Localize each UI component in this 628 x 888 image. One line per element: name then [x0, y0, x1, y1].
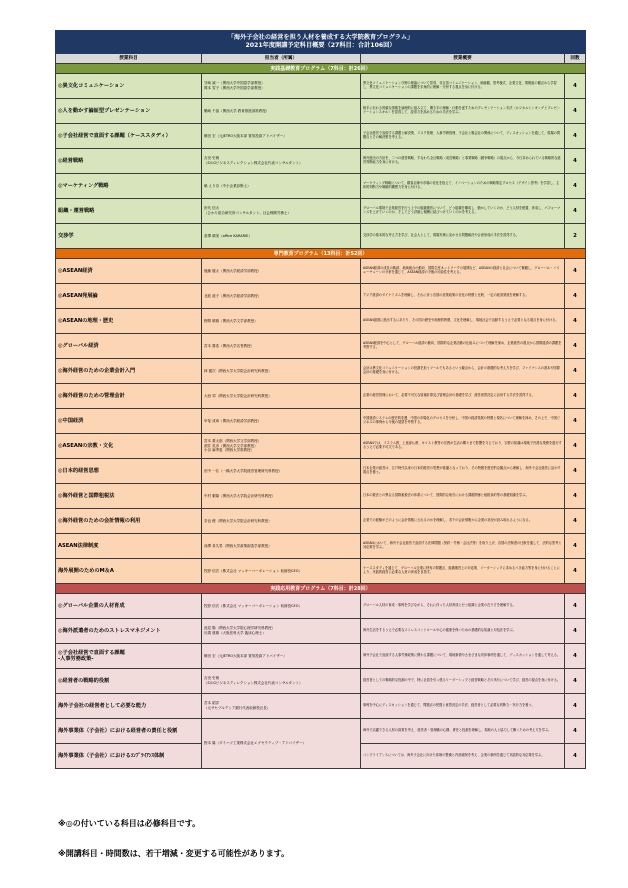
instructor-cell: [202, 99, 361, 124]
section-title: 専門教育プログラム（13科目：計52回）: [56, 249, 586, 259]
instructor: （元サセブルデンア銀行代表取締役社長）: [204, 706, 271, 710]
instructor: 西澤 希久男（関西大学政策創造学部教授）: [204, 543, 272, 548]
instructor: （ひかり総合研究所コンサルタント、社会保険労務士）: [204, 211, 291, 215]
course-row: [56, 284, 586, 309]
course-name: 海外子会社の経営者として必要な能力: [58, 702, 147, 709]
course-summary: マーケティング戦略について、顧客目線や市場の変化を捉えて、イノベーションのための戦略策定プロセス（デザイン思考）を学習し、主体的判断力や戦略的構想力を身に付ける。: [361, 174, 565, 199]
course-name-cell: [56, 694, 202, 719]
instructor-cell: [202, 149, 361, 174]
course-summary: ASEANにおいて、海外子会社経営で直面する法律問題（契約・労務・会社法等）を取り上げ、各国の法制度の比較を通して、法的な思考と対応策を学ぶ。: [361, 534, 565, 559]
instructor-cell: [202, 619, 361, 644]
course-summary: 交渉学の基本的な考え方を学び、社会人として、現場実務に活かせる問題解決や合意形成の手法を習得する。: [361, 224, 565, 249]
section-header-row: [56, 584, 586, 594]
session-count: 4: [565, 199, 586, 224]
instructor-cell: [202, 359, 361, 384]
session-count: 4: [565, 594, 586, 619]
title-cell: [56, 31, 586, 54]
session-count: 4: [565, 694, 586, 719]
session-count: 4: [565, 259, 586, 284]
course-row: [56, 149, 586, 174]
course-summary: グローバル環境で企業経営を行う上での組織運営について、どう組織を構成し、動かしていくのか、どう人材を配置、育成し、パフォーマンスを上げていくのか、そしてどう評価し報酬に結びつけていくのかを考える。: [361, 199, 565, 224]
course-table: [55, 30, 586, 769]
instructor-cell: [202, 174, 361, 199]
course-summary: 企業での経験がどのように会計情報にされるのかを理解し、若干の会計情報から企業の状況が読み取れるようになる。: [361, 509, 565, 534]
instructor: 野間 晴雄（関西大学文学部教授）: [204, 318, 258, 323]
instructor-cell: [202, 534, 361, 559]
instructor-cell: [202, 74, 361, 99]
instructor: 岡本 雪子（関西大学外国語学部教授）: [204, 86, 265, 90]
instructor: 林 健次（関西大学大学院会計研究科教授）: [204, 368, 272, 373]
course-name: 交渉学: [58, 232, 74, 239]
course-name-cell: [56, 619, 202, 644]
course-row: [56, 534, 586, 559]
course-row: [56, 484, 586, 509]
course-name: ◎海外派遣者のためのストレスマネジメント: [58, 627, 161, 634]
session-count: 4: [565, 669, 586, 694]
instructor: 吉田 史朗: [204, 676, 220, 681]
instructor: 宮本 勝浩（関西大学名誉教授）: [204, 343, 255, 348]
course-name-cell: [56, 124, 202, 149]
instructor-cell: [202, 384, 361, 409]
instructor: 野本 隆（ダイハツ工業株式会社エグゼクティブ・アドバイザー）: [204, 741, 307, 746]
section-header-row: [56, 249, 586, 259]
course-summary: 海外生活をするうえで必要なストレスコントロールや心の健康を保つための基礎的な知識と対処法を学ぶ。: [361, 619, 565, 644]
instructor: 宮本 要太郎（関西大学文学部教授）: [204, 439, 262, 444]
footnote-required: ※◎の付いている科目は必修科目です。: [58, 819, 201, 828]
course-name-cell: [56, 594, 202, 619]
course-row: [56, 434, 586, 459]
program-document: [55, 30, 585, 769]
instructor: 甲斐 成章（関西大学経済学部教授）: [204, 418, 262, 423]
column-header-instructor: 担当者（所属）: [202, 54, 361, 64]
course-name: ◎ASEAN経済: [58, 267, 93, 274]
session-count: 4: [565, 484, 586, 509]
course-name-cell: [56, 719, 202, 744]
course-row: [56, 74, 586, 99]
course-name-cell: [56, 669, 202, 694]
title-row: [56, 31, 586, 54]
course-name: ASEAN法律制度: [58, 542, 99, 549]
course-row: [56, 99, 586, 124]
instructor: 大西 靖（関西大学大学院会計研究科教授）: [204, 393, 272, 398]
title-line-1: 「海外子会社の経営を担う人材を養成する大学院教育プログラム」: [227, 34, 414, 41]
instructor-cell: [202, 124, 361, 149]
instructor: 酒井 英彦（関西大学文学部教授）: [204, 443, 258, 448]
course-row: [56, 224, 586, 249]
course-name: -人事労務政策-: [58, 656, 94, 662]
course-name-cell: [56, 74, 202, 99]
course-name: ◎グローバル経済: [58, 342, 99, 349]
course-summary: ASEAN経済の成長の軌跡、地域統合の動向、国際生産ネットワークの展開など、ASEANの経済と社会について概観し、グローバル・バリューチェーンの分析を通じて、ASEAN経済の今後の可能性を考える。: [361, 259, 565, 284]
course-summary: 企業の経営管理において、必要不可欠な原価計算及び管理会計の基礎を学び、経営意思決定に活用する手法を習得する。: [361, 384, 565, 409]
course-name: ◎子会社経営で直面する課題: [58, 649, 125, 656]
course-row: [56, 509, 586, 534]
instructor: 田代 信太: [204, 206, 220, 211]
course-row: [56, 334, 586, 359]
session-count: 4: [565, 334, 586, 359]
course-name: 海外事業体（子会社）における経営者の責任と役割: [58, 727, 178, 734]
instructor: 池見 陽（関西大学大学院心理学研究科教授）: [204, 626, 276, 631]
course-row: [56, 409, 586, 434]
course-row: [56, 174, 586, 199]
course-row: [56, 559, 586, 584]
course-row: [56, 199, 586, 224]
course-row: [56, 259, 586, 284]
course-name-cell: [56, 534, 202, 559]
course-summary: 中国経済システムの歴史的変遷、中国の市場化のプロセスを分析し、中国の経済発展の特徴と現状について理解を深め、その上で、中国ビジネスの事例から今後の展望を考察する。: [361, 409, 565, 434]
instructor-cell: [202, 224, 361, 249]
session-count: 4: [565, 509, 586, 534]
course-summary: 異文化コミュニケーション分野の理論について習得、非言語コミュニケーション、価値観、思考様式、企業文化、情報組の観点から学習し、異文化コミュニケーションの課題を多角的に理解・分析する視点を身に付ける。: [361, 74, 565, 99]
course-name-cell: [56, 174, 202, 199]
session-count: 4: [565, 174, 586, 199]
instructor: 守崎 誠一（関西大学外国語学部教授）: [204, 81, 265, 86]
session-count: 4: [565, 644, 586, 669]
instructor: （S＆Gビジネスディレクション株式会社代表コンサルタント）: [204, 161, 303, 165]
section-header-row: [56, 64, 586, 74]
course-name: 海外展開のためのM＆A: [58, 567, 114, 574]
course-name: ◎ASEANの宗教・文化: [58, 442, 114, 449]
session-count: 4: [565, 149, 586, 174]
instructor-cell: [202, 409, 361, 434]
instructor-cell: [202, 509, 361, 534]
course-row: [56, 719, 586, 744]
course-name: ◎海外経営のための管理会計: [58, 392, 125, 399]
instructor-cell: [202, 259, 361, 284]
instructor: 北波 道子（関西大学経済学部教授）: [204, 293, 262, 298]
instructor: 小谷 麻季恵（関西大学准教授）: [204, 448, 255, 453]
course-row: [56, 594, 586, 619]
course-name-cell: [56, 99, 202, 124]
course-name: ◎人を動かす論証型プレゼンテーション: [58, 107, 151, 114]
course-summary: 子会社経営で直面する課題と解決策、リスク管理、人事労務管理、子会社と親会社の関係について、ディスカッションを通して、現場の問題点とその解決策を考える。: [361, 124, 565, 149]
course-summary: アジア経済のダイナミズムを理解し、それに伴う各国の産業政策の変化の特徴と比較、一定の経済発展を理解する。: [361, 284, 565, 309]
instructor: （S＆Gビジネスディレクション株式会社代表コンサルタント）: [204, 681, 303, 685]
course-name-cell: [56, 744, 202, 769]
course-summary: 相手に伝わる的確な情報を論理的に組み立て、聞き手の理解・行動を促すためのプレゼンテーション手法（ロジカルシンキングとプレゼンテーションスキル）を習得して、説得力を高めるための手法を学ぶ。: [361, 99, 565, 124]
instructor-cell: [202, 484, 361, 509]
course-name: ◎異文化コミュニケーション: [58, 82, 125, 89]
course-name-cell: [56, 384, 202, 409]
session-count: 4: [565, 309, 586, 334]
course-name: ◎ASEAN発展論: [58, 292, 98, 299]
course-row: [56, 459, 586, 484]
course-name: 海外事業体（子会社）におけるｺﾝﾌﾟﾗｲｱﾝｽ体制: [58, 752, 165, 759]
column-header-subject: 授業科目: [56, 54, 202, 64]
column-header-row: [56, 54, 586, 64]
instructor: 吉田 史朗: [204, 156, 220, 161]
course-row: [56, 619, 586, 644]
course-name: ◎海外経営のための会計情報の利用: [58, 517, 141, 524]
course-name-cell: [56, 224, 202, 249]
instructor-cell: [202, 199, 361, 224]
session-count: 4: [565, 534, 586, 559]
instructor-cell: [202, 559, 361, 584]
instructor-cell: [202, 459, 361, 484]
course-summary: 日本企業の経営は、江戸時代以来の日本的経営の思想が基盤となっており、その特徴を歴史的な観点から理解し、海外子会社経営に活かす視点を養う。: [361, 459, 565, 484]
session-count: 2: [565, 224, 586, 249]
title-line-2: 2021年度開講予定科目概要（27科目：合計106回）: [245, 42, 396, 49]
course-row: [56, 669, 586, 694]
instructor-cell: [202, 669, 361, 694]
instructor-cell: [202, 694, 361, 719]
instructor: 鶴崎 千晶（関西大学 教育推進部准教授）: [204, 108, 270, 113]
session-count: 4: [565, 284, 586, 309]
course-name: ◎ASEANの地理・歴史: [58, 317, 114, 324]
course-name-cell: [56, 509, 202, 534]
course-summary: グローバル人材の育成・事例を学びながら、それに伴った人材育成と行う組織と企業の在り方を理解する。: [361, 594, 565, 619]
instructor-cell: [202, 719, 361, 769]
course-summary: ASEAN経済を中心として、グローバル経済の動向、国際的な企業活動の仕組みについて理解を深め、企業経営の視点から国際経済の課題を考察する。: [361, 334, 565, 359]
session-count: 4: [565, 409, 586, 434]
section-title: 実践応用教育プログラム（7科目：計28回）: [56, 584, 586, 594]
course-name-cell: [56, 309, 202, 334]
course-row: [56, 124, 586, 149]
session-count: 4: [565, 384, 586, 409]
course-name-cell: [56, 434, 202, 459]
instructor-cell: [202, 284, 361, 309]
course-summary: コンプライアンスについては、海外子会社に向けた体制の整備と内部統制を考え、企業の事例を通じて実践的な対応策を学ぶ。: [361, 744, 565, 769]
section-title: 実践基礎教育プログラム（7科目：計26回）: [56, 64, 586, 74]
course-row: [56, 644, 586, 669]
course-summary: 経営者としての戦略的な役割の中で、特に社員を引っ張るリーダーシップと経営戦略とその実行について学び、経営の視点を身に付ける。: [361, 669, 565, 694]
course-name: ◎経営者の戦略的役割: [58, 677, 110, 684]
course-name-cell: [56, 199, 202, 224]
course-row: [56, 309, 586, 334]
instructor-cell: [202, 644, 361, 669]
instructor-cell: [202, 309, 361, 334]
course-name-cell: [56, 644, 202, 669]
course-name: ◎中国経済: [58, 417, 84, 424]
instructor: 川端 康雄（大阪医科大学 臨床心理士）: [204, 631, 266, 635]
course-name-cell: [56, 334, 202, 359]
instructor: 牧野 信次（株式会社 マッキーコーポレーション 取締役CEO）: [204, 568, 302, 573]
course-name: ◎マーケティング戦略: [58, 182, 109, 189]
course-name-cell: [56, 409, 202, 434]
course-summary: 日本の税法との異なる国際租税法の体系について、国際的な取引における課税関係と租税条約等の基礎知識を学ぶ。: [361, 484, 565, 509]
instructor-cell: [202, 594, 361, 619]
course-row: [56, 694, 586, 719]
course-name: ◎子会社経営で直面する課題（ケーススタディ）: [58, 132, 171, 139]
course-name: ◎海外経営のための企業会計入門: [58, 367, 136, 374]
course-name-cell: [56, 149, 202, 174]
instructor: 宮本 昭洋: [204, 701, 220, 706]
instructor: 田中 一弘（一橋大学大学院経営管理研究科教授）: [204, 468, 283, 473]
instructor: 中村 繁隆（関西大学大学院会計研究科教授）: [204, 493, 276, 498]
footnote-change: ※開講科目・時間数は、若干増減・変更する可能性があります。: [58, 849, 290, 858]
course-summary: 事例を中心にディスカッションを通じて、問題点の把握と意思決定の手法、経営者として必要な判断力・実行力を養う。: [361, 694, 565, 719]
session-count: 4: [565, 99, 586, 124]
session-count: 4: [565, 359, 586, 384]
column-header-summary: 授業概要: [361, 54, 565, 64]
instructor-cell: [202, 434, 361, 459]
course-name-cell: [56, 259, 202, 284]
course-name-cell: [56, 484, 202, 509]
course-summary: 海外進出の方針を、二つの経営戦略、すなわち全社戦略（成長戦略）と事業戦略（競争戦略）の視点から、今日求められている戦略的な経営判断能力を身に付ける。: [361, 149, 565, 174]
session-count: 4: [565, 619, 586, 644]
session-count: 4: [565, 459, 586, 484]
session-count: 4: [565, 719, 586, 744]
course-summary: ASEAN諸国に進出するにあたり、その国の歴史や地理的特徴、文化を理解し、現地社会で活動するうえで必要となる視点を身に付ける。: [361, 309, 565, 334]
course-name: ◎海外経営と国際租税法: [58, 492, 115, 499]
course-name: ◎日本的経営思想: [58, 467, 99, 474]
column-header-count: 回数: [565, 54, 586, 64]
course-name-cell: [56, 359, 202, 384]
course-summary: ケーススタディを通じて、グローバル企業に特有の問題点、組織運営上の対応策、リーダーシップに求めるべき能力等を身に付けることにより、実践的経営に必要な人材の育成を目指す。: [361, 559, 565, 584]
instructor: 後藤 健太（関西大学経済学部教授）: [204, 268, 262, 273]
session-count: 4: [565, 434, 586, 459]
session-count: 4: [565, 744, 586, 769]
session-count: 4: [565, 124, 586, 149]
instructor-cell: [202, 334, 361, 359]
course-name-cell: [56, 284, 202, 309]
instructor: 横田 宏（元JETRO大阪本部 貿易投資アドバイザー）: [204, 133, 287, 138]
course-summary: ASEANでは、イスラム教、上座部仏教、キリスト教等の宗教が生活の隅々まで影響を与えており、宗教の知識は現地で円滑な業務を遂行するうえで必要不可欠である。: [361, 434, 565, 459]
course-name-cell: [56, 459, 202, 484]
instructor: 牧野 信次（株式会社 マッキーコーポレーション 取締役CEO）: [204, 603, 302, 608]
instructor: 嶋 えり奈（中小企業診断士）: [204, 183, 251, 188]
course-summary: 海外子会社で直面する人事労務政策に関わる課題について、現地事情やさまざまな具体事例を通して、ディスカッションを通して考える。: [361, 644, 565, 669]
course-name: ◎グローバル企業の人材育成: [58, 602, 125, 609]
session-count: 4: [565, 74, 586, 99]
course-summary: 会計は異文化コミュニケーションの役割を担うツールでもあるという観点から、会計の基礎的な考え方を学び、ファイナンスの基本や国際会計の基礎を身に付ける。: [361, 359, 565, 384]
instructor: 奈良 俊（関西大学大学院会計研究科教授）: [204, 518, 272, 523]
course-summary: 海外で活躍できる人材の資質を考え、経営者・管理職の心構、責任と役割を理解し、現地の人と協力して働くための考え方を学ぶ。: [361, 719, 565, 744]
course-name: ◎経営戦略: [58, 157, 84, 164]
session-count: 4: [565, 559, 586, 584]
course-row: [56, 384, 586, 409]
instructor: 横田 宏（元JETRO大阪本部 貿易投資アドバイザー）: [204, 653, 287, 658]
instructor: 倉澤 晴美（office KARARIE）: [204, 233, 252, 238]
course-name: 組織・運営戦略: [58, 207, 95, 214]
course-row: [56, 359, 586, 384]
course-name-cell: [56, 559, 202, 584]
